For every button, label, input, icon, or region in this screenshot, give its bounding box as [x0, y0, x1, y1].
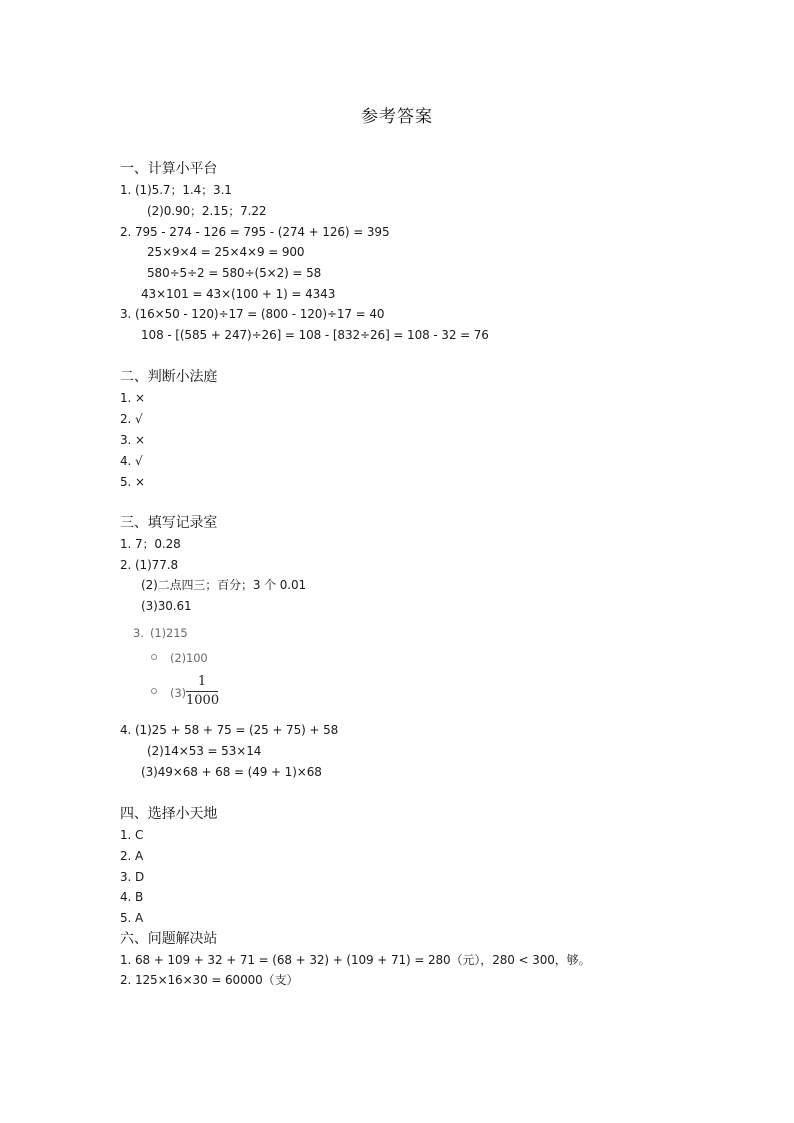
bullet-icon — [151, 688, 157, 694]
list-number: 3. — [133, 626, 144, 640]
section-heading-problem-solving: 六、问题解决站 — [120, 931, 218, 947]
answer-line: (2)二点四三；百分；3 个 0.01 — [141, 578, 307, 592]
answer-line: 2. (1)77.8 — [120, 558, 178, 572]
list-item: 2. A — [120, 849, 144, 863]
list-item: 1. × — [120, 391, 145, 405]
answer-line: 1. (1)5.7；1.4；3.1 — [120, 183, 232, 197]
fraction-numerator: 1 — [197, 674, 207, 689]
answer-line: 3. (16×50 - 120)÷17 = (800 - 120)÷17 = 40 — [120, 307, 385, 321]
list-item: 4. B — [120, 890, 144, 904]
answer-line: 2. 795 - 274 - 126 = 795 - (274 + 126) = 395 — [120, 225, 390, 239]
answer-line: 580÷5÷2 = 580÷(5×2) = 58 — [147, 266, 322, 280]
fraction-prefix: (3) — [170, 686, 186, 700]
page-title: 参考答案 — [361, 107, 433, 127]
fraction-bar — [186, 691, 218, 692]
section-heading-calculation: 一、计算小平台 — [120, 161, 218, 177]
answer-line: 1. 68 + 109 + 32 + 71 = (68 + 32) + (109 + 71) = 280（元），280 < 300，够。 — [120, 953, 591, 967]
answer-line: 4. (1)25 + 58 + 75 = (25 + 75) + 58 — [120, 723, 339, 737]
answer-line: (2)14×53 = 53×14 — [147, 744, 262, 758]
list-item: 3. D — [120, 870, 145, 884]
list-item: 3. × — [120, 433, 145, 447]
answer-line: (3)30.61 — [141, 599, 192, 613]
answer-line: 2. 125×16×30 = 60000（支） — [120, 973, 299, 987]
answer-line: (1)215 — [150, 626, 188, 640]
section-heading-judgement: 二、判断小法庭 — [120, 369, 218, 385]
section-heading-choice: 四、选择小天地 — [120, 806, 218, 822]
answer-line: (2)100 — [170, 651, 208, 665]
section-heading-fill-in: 三、填写记录室 — [120, 515, 218, 531]
list-item: 4. √ — [120, 454, 143, 468]
fraction-denominator: 1000 — [186, 693, 220, 708]
list-item: 2. √ — [120, 412, 143, 426]
answer-line: 108 - [(585 + 247)÷26] = 108 - [832÷26] = 108 - 32 = 76 — [141, 328, 489, 342]
list-item: 5. A — [120, 911, 144, 925]
answer-line: (2)0.90；2.15；7.22 — [147, 204, 267, 218]
bullet-icon — [151, 654, 157, 660]
list-item: 5. × — [120, 475, 145, 489]
answer-line: 43×101 = 43×(100 + 1) = 4343 — [141, 287, 336, 301]
answer-line: 1. 7；0.28 — [120, 537, 181, 551]
answer-line: (3)49×68 + 68 = (49 + 1)×68 — [141, 765, 322, 779]
answer-line: 25×9×4 = 25×4×9 = 900 — [147, 245, 305, 259]
fraction — [186, 674, 218, 708]
list-item: 1. C — [120, 828, 144, 842]
